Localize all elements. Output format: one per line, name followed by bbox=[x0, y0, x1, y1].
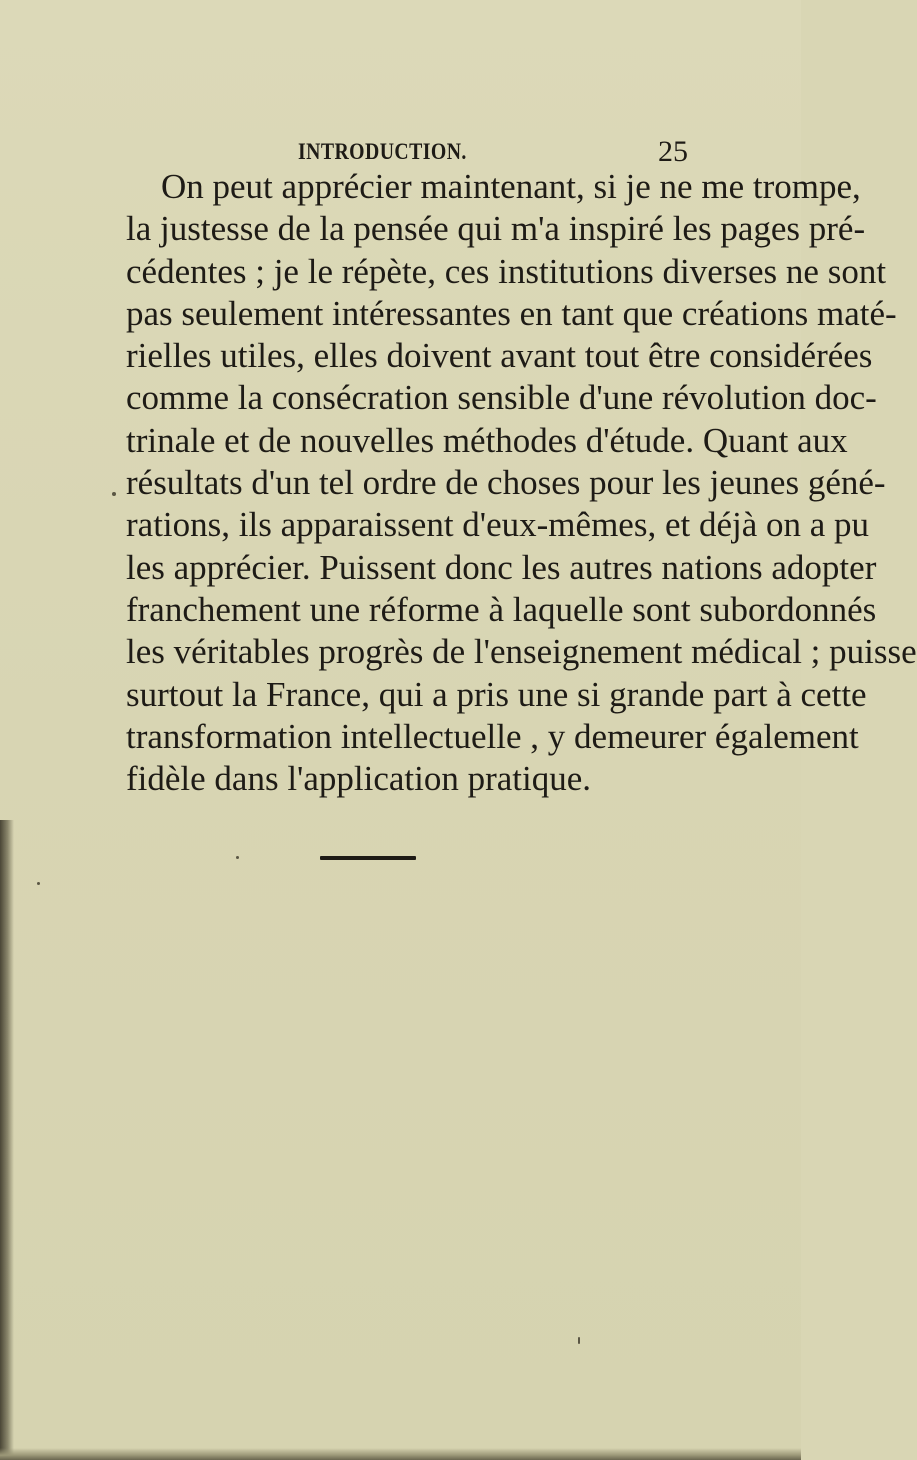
page-number: 25 bbox=[658, 135, 688, 168]
paragraph-line: trinale et de nouvelles méthodes d'étude. Quant aux bbox=[126, 420, 848, 460]
paragraph-line: transformation intellectuelle , y demeurer également bbox=[126, 716, 859, 756]
paragraph-line: franchement une réforme à laquelle sont subordonnés bbox=[126, 589, 877, 629]
paragraph-line: pas seulement intéressantes en tant que créations maté- bbox=[126, 293, 897, 333]
paragraph-line: la justesse de la pensée qui m'a inspiré les pages pré- bbox=[126, 209, 866, 249]
page-binding-shadow bbox=[0, 820, 14, 1460]
section-end-rule bbox=[320, 856, 416, 860]
paragraph-line: les véritables progrès de l'enseignement médical ; puisse bbox=[126, 632, 917, 672]
paper-speck bbox=[578, 1337, 580, 1344]
paragraph-line: cédentes ; je le répète, ces institutions diverses ne sont bbox=[126, 251, 887, 291]
paragraph-line: rations, ils apparaissent d'eux-mêmes, et déjà on a pu bbox=[126, 505, 870, 545]
paragraph-line: résultats d'un tel ordre de choses pour les jeunes géné- bbox=[126, 463, 886, 503]
paragraph-line: comme la consécration sensible d'une révolution doc- bbox=[126, 378, 877, 418]
running-head bbox=[298, 135, 688, 169]
paper-speck bbox=[112, 492, 116, 496]
paragraph-line: les apprécier. Puissent donc les autres nations adopter bbox=[126, 547, 877, 587]
running-head-title: INTRODUCTION. bbox=[298, 139, 467, 164]
paragraph-line: On peut apprécier maintenant, si je ne me trompe, bbox=[161, 167, 861, 206]
paragraph-line: fidèle dans l'application pratique. bbox=[126, 759, 592, 799]
paragraph-line: rielles utiles, elles doivent avant tout être considérées bbox=[126, 336, 873, 376]
paper-speck bbox=[236, 856, 239, 859]
paragraph-line: surtout la France, qui a pris une si grande part à cette bbox=[126, 674, 867, 714]
page-bottom-shadow bbox=[0, 1448, 801, 1460]
body-paragraph bbox=[126, 166, 917, 800]
paper-speck bbox=[37, 882, 40, 885]
